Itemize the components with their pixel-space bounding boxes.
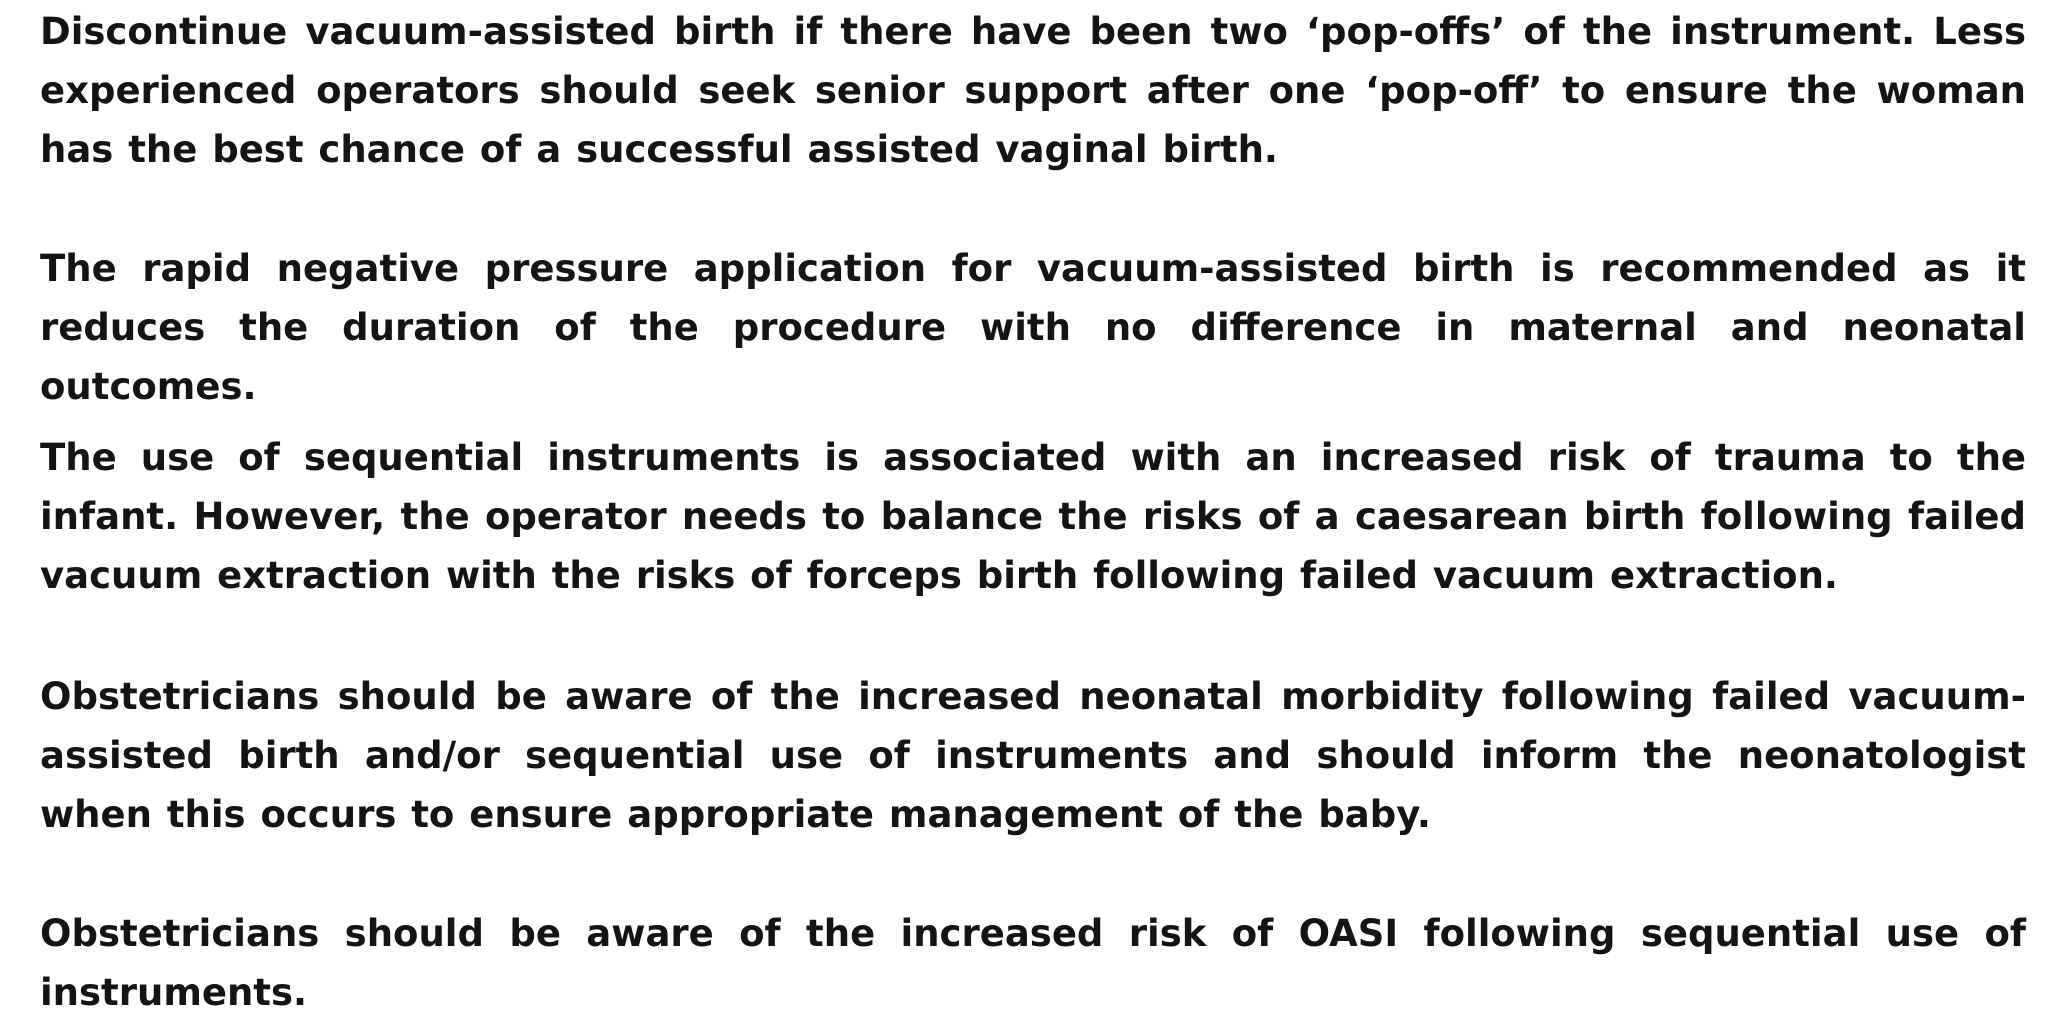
- document-page: [40, 0, 2026, 1024]
- paragraph-oasi-risk: Obstetricians should be aware of the increased risk of OASI following sequential use of instruments.: [40, 912, 2026, 1014]
- paragraph-rapid-negative-pressure: The rapid negative pressure application for vacuum-assisted birth is recommended as it reduces the duration of the procedure with no difference in maternal and neonatal outcomes.: [40, 247, 2026, 408]
- paragraph-pop-offs: Discontinue vacuum-assisted birth if there have been two ‘pop-offs’ of the instrument. Less experienced operators should seek senior support after one ‘pop-off’ to ensure the woman has the best chance of a successful assisted vaginal birth.: [40, 10, 2026, 171]
- paragraph-neonatal-morbidity: Obstetricians should be aware of the increased neonatal morbidity following failed vacuum-assisted birth and/or sequential use of instruments and should inform the neonatologist when this occurs to ensure appropriate management of the baby.: [40, 675, 2026, 836]
- paragraph-sequential-instruments: The use of sequential instruments is associated with an increased risk of trauma to the infant. However, the operator needs to balance the risks of a caesarean birth following failed vacuum extraction with the risks of forceps birth following failed vacuum extraction.: [40, 436, 2026, 597]
